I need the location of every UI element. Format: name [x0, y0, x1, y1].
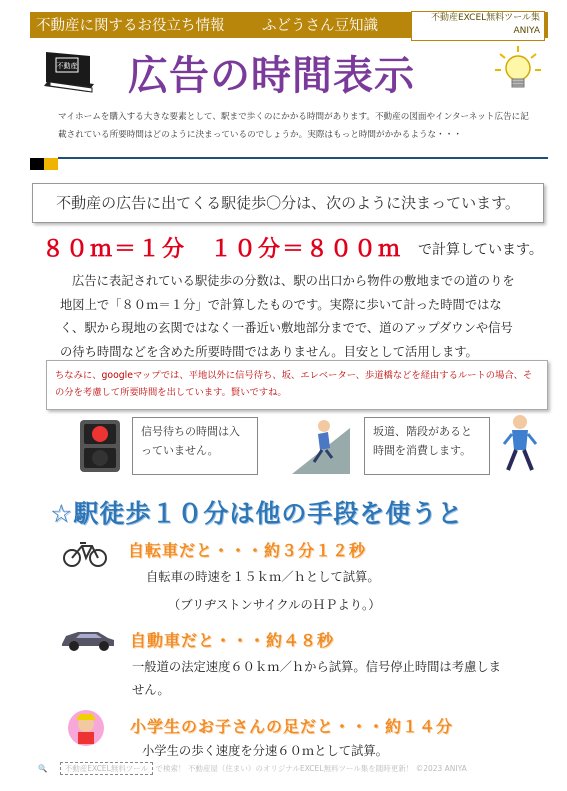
header-middle-text: ふどうさん豆知識: [262, 18, 378, 34]
header-brand-line1: 不動産EXCEL無料ツール集: [430, 13, 540, 23]
google-maps-note: ちなみに、googleマップでは、平地以外に信号待ち、坂、エレベーター、歩道橋などを経由するルートの場合、その分を考慮して所要時間を出しています。賢いですね。: [46, 360, 548, 410]
search-icon: 🔍: [38, 764, 48, 773]
child-title: 小学生のお子さんの足だと・・・約１４分: [130, 717, 454, 736]
section-title: ☆駅徒歩１０分は他の手段を使うと: [50, 499, 464, 528]
bicycle-title: 自転車だと・・・約３分１２秒: [128, 541, 367, 560]
page-title: 広告の時間表示: [128, 53, 415, 99]
bicycle-text-line2: （ブリヂストンサイクルのＨＰより。）: [168, 598, 381, 612]
formula-note: で計算しています。: [418, 242, 543, 258]
running-person-icon: [496, 412, 544, 480]
book-icon-label: 不動産: [56, 62, 78, 70]
statement-box: 不動産の広告に出てくる駅徒歩〇分は、次のように決まっています。: [32, 183, 544, 223]
header-brand-box: [411, 11, 545, 41]
car-text: 一般道の法定速度６０ｋｍ／ｈから試算。信号停止時間は考慮しません。: [132, 660, 501, 697]
child-text: 小学生の歩く速度を分速６０ｍとして試算。: [142, 744, 388, 758]
formula-text: ８０ｍ＝１分 １０分＝８００ｍ: [42, 237, 403, 262]
footer: [38, 762, 538, 775]
divider-gold-square: [44, 158, 58, 170]
footer-text: で検索！ 不動産屋（住まい）のオリジナルEXCEL無料ツール集を随時更新！ ©2023 ANIYA: [155, 764, 467, 773]
body-paragraph: 広告に表記されている駅徒歩の分数は、駅の出口から物件の敷地までの道のりを地図上で「８０ｍ＝１分」で計算したものです。実際に歩いて計った時間ではなく、駅から現地の玄関ではなく一番近い敷地部分までで、道のアップダウンや信号の待ち時間などを含めた所要時間ではありません。目安として活用します。: [60, 274, 515, 359]
bicycle-text-line1: 自転車の時速を１５ｋｍ／ｈとして試算。: [146, 570, 380, 584]
header-left-text: 不動産に関するお役立ち情報: [36, 18, 225, 34]
divider-line: [58, 157, 548, 159]
child-icon: [66, 708, 106, 752]
car-title: 自動車だと・・・約４８秒: [130, 631, 335, 650]
car-icon: [58, 624, 118, 658]
intro-paragraph: マイホームを購入する大きな要素として、駅まで歩くのにかかる時間があります。不動産の図面やインターネット広告に記載されている所要時間はどのように決まっているのでしょうか。実際はもっと時間がかかるような・・・: [58, 112, 529, 140]
signal-wait-box: 信号待ちの時間は入っていません。: [132, 417, 258, 475]
divider-black-square: [30, 158, 44, 170]
climbing-person-icon: [290, 408, 352, 482]
footer-search-box: 不動産EXCEL無料ツール: [60, 762, 153, 775]
bicycle-icon: [62, 538, 108, 572]
book-icon: [40, 46, 98, 100]
light-bulb-icon: [492, 44, 544, 98]
traffic-signal-icon: [78, 416, 126, 482]
slope-stairs-box: 坂道、階段があると時間を消費します。: [364, 417, 490, 475]
header-brand-line2: ANIYA: [513, 26, 540, 36]
